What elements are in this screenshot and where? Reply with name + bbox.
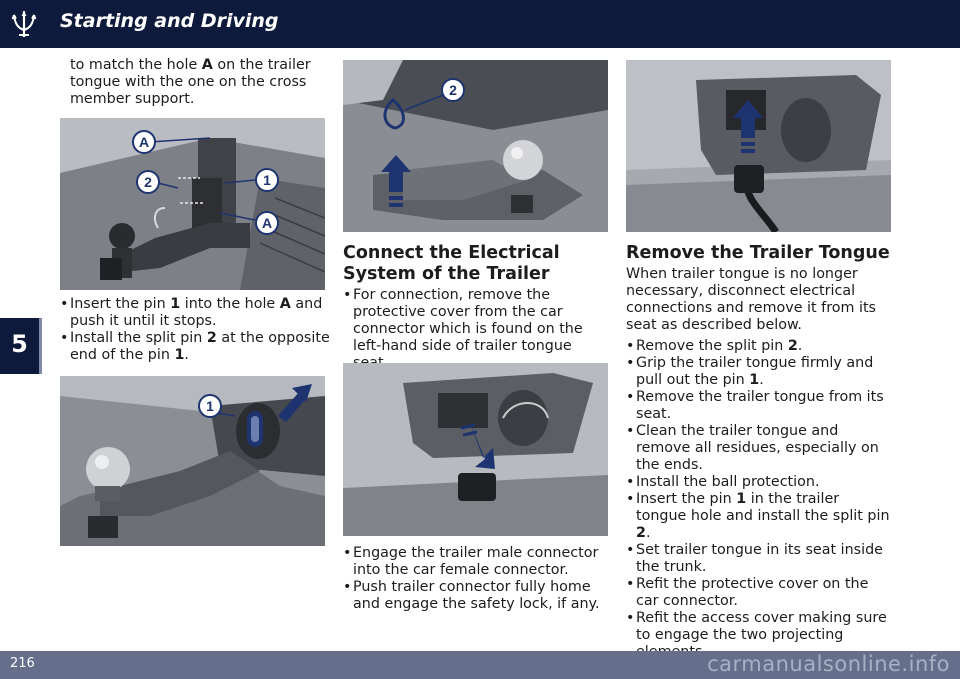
list-item: • Insert the pin 1 in the trailer tongue hole and install the split pin 2. — [626, 491, 894, 542]
column-1-steps — [60, 296, 330, 364]
callout-1: 1 — [263, 172, 271, 188]
callout-2: 2 — [144, 174, 152, 190]
callout-2: 2 — [449, 82, 457, 98]
callout-a-bottom: A — [261, 215, 273, 231]
chapter-number: 5 — [11, 330, 28, 358]
callout-1: 1 — [206, 398, 214, 414]
page-number: 216 — [10, 656, 35, 671]
page-footer — [0, 651, 960, 679]
column-1-intro — [60, 57, 330, 108]
list-item: • Remove the trailer tongue from its seat. — [626, 389, 894, 423]
chapter-tab — [0, 318, 42, 374]
list-item: • Grip the trailer tongue firmly and pull out the pin 1. — [626, 355, 894, 389]
connect-steps-list-a — [343, 287, 611, 372]
trident-logo-icon — [8, 8, 40, 40]
list-item: • Refit the access cover making sure to engage the two projecting — [626, 610, 894, 661]
intro-paragraph: to match the hole A on the trailer tongue with the one on the cross member support. — [70, 57, 311, 107]
list-item: • For connection, remove the protective cover from the car connector which is found on the left-hand side of trailer tongue — [343, 287, 611, 372]
list-item: • Engage the trailer male connector into the car female connector. — [343, 545, 611, 579]
column-2-section-a — [343, 243, 611, 372]
connect-steps-list-b — [343, 545, 611, 613]
list-item: • Install the split pin 2 at the opposite end of the pin 1. — [60, 330, 330, 364]
remove-steps-list — [626, 338, 894, 661]
pin-steps-list — [60, 296, 330, 364]
watermark-text: carmanualsonline.info — [707, 652, 950, 676]
figure-split-pin-remove — [343, 60, 608, 232]
figure-remove-cover — [343, 363, 608, 536]
column-2-section-b — [343, 545, 611, 613]
list-item: • Install the ball protection. — [626, 474, 894, 491]
section-title: Starting and Driving — [60, 10, 279, 32]
callout-a-top: A — [138, 134, 150, 150]
list-item: • Set trailer tongue in its seat inside the trunk. — [626, 542, 894, 576]
figure-connector-engage — [626, 60, 891, 232]
figure-pin-insert — [60, 376, 325, 546]
list-item: • Refit the protective cover on the car connector. — [626, 576, 894, 610]
list-item: • Insert the pin 1 into the hole A and push it until it stops. — [60, 296, 330, 330]
list-item: • Remove the split pin 2. — [626, 338, 894, 355]
list-item: • Clean the trailer tongue and remove all residues, especially on the ends. — [626, 423, 894, 474]
heading-connect-electrical: Connect the Electrical System of the Trailer — [343, 243, 560, 284]
list-item: • Push trailer connector fully home and engage the safety lock, if any. — [343, 579, 611, 613]
heading-remove-trailer-tongue: Remove the Trailer Tongue — [626, 243, 890, 263]
page-header — [0, 0, 960, 48]
figure-pin-installation — [60, 118, 325, 290]
column-3-section — [626, 243, 894, 661]
remove-intro-paragraph: When trailer tongue is no longer necessary, disconnect electrical connections and remove it from its seat as described below. — [626, 266, 877, 333]
